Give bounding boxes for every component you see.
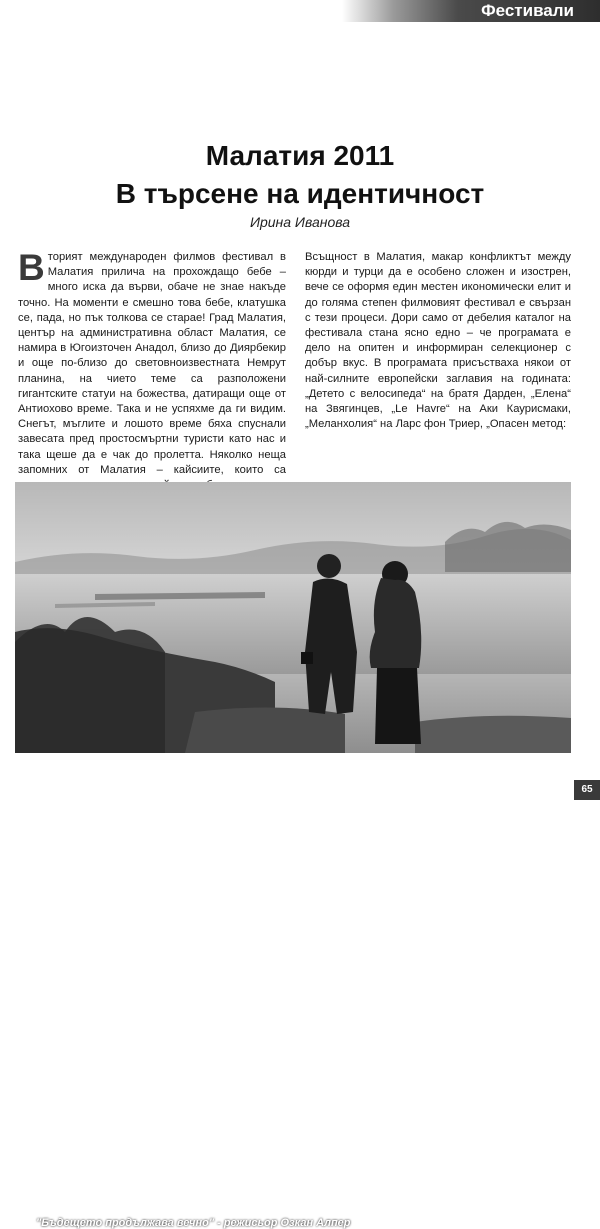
paragraph-1-text: торият международен филмов фестивал в Малатия прилича на прохождащо бебе – много иска да върви, обаче не знае накъде точно. На моменти е смешно това бебе, клатушка се, пада, но пък толкова се старае! Град Малатия, център на административна област Малатия, се намира в Югоизточен Анадол, близо до Диярбекир и още по-близо до световноизвестната Немрут планина, на чието теме са разположени гигантските статуи на божества, датиращи още от Антиохово време. Така и не успяхме да ги видим. Снегът, мъглите и лошото време бяха спуснали завесата пред простосмъртни туристи като нас и така щеше да е чак до пролетта. Няколко неща запомних от Малатия – кайсиите, които са [18, 251, 286, 476]
article-title-line2: В търсене на идентичност [115, 178, 485, 209]
photo-caption: "Бъдещето продължава вечно" - режисьор Озкан Алпер [36, 1217, 351, 1229]
film-still-photo [15, 482, 571, 1229]
article-author: Ирина Иванова [249, 214, 351, 230]
section-label: Фестивали [481, 1, 574, 20]
paragraph-2: Всъщност в Малатия, макар конфликтът между кюрди и турци да е особено сложен и изострен, вече се оформя един местен икономически елит и до голяма степен филмовият фестивал е свързан с тези процеси. Дори само от дебелия каталог на фестивала стана ясно едно – че програмата е дело на опитен и информиран селекционер с добър вкус. В програмата присъстваха някои от най-силните европейски заглавия на годината: „Детето с велосипеда“ на братя Дарден, „Елена“ на Звягинцев, „Le Havre“ на Аки Каурисмаки, „Меланхолия“ на Ларс фон Триер, „Опасен метод: [305, 251, 571, 431]
drop-cap: В [18, 247, 45, 288]
article-title-line1: Малатия 2011 [205, 140, 395, 171]
page-number: 65 [574, 780, 600, 800]
foggy-river-scene [15, 482, 571, 753]
section-header-tab [342, 0, 600, 22]
article-body-column-right [305, 250, 571, 432]
